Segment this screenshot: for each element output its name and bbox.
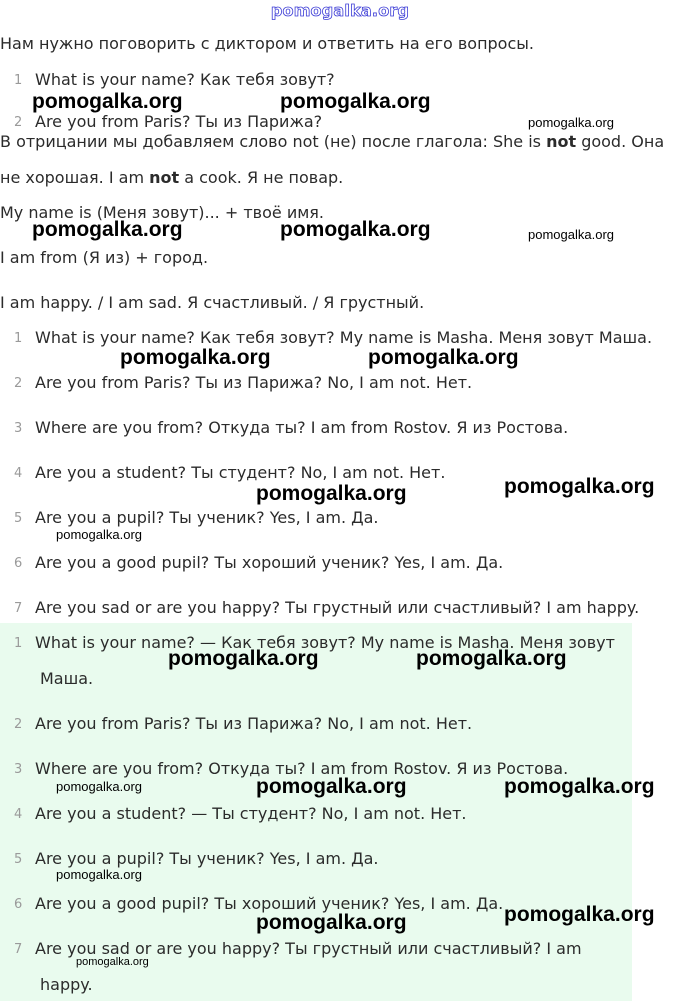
watermark: pomogalka.org	[416, 647, 567, 670]
rule-line-1: В отрицании мы добавляем слово not (не) после глагола: She is not good. Она	[0, 132, 665, 151]
rule-line-2: не хорошая. I am not a cook. Я не повар.	[0, 168, 344, 187]
item-text: What is your name? Как тебя зовут? My name is Masha. Меня зовут Маша.	[35, 328, 653, 347]
item-number: 1	[14, 331, 23, 346]
item-number: 6	[14, 556, 23, 571]
hint-name: My name is (Меня зовут)... + твоё имя.	[0, 203, 324, 222]
watermark: pomogalka.org	[528, 115, 614, 130]
item-number: 4	[14, 466, 23, 481]
item-text: Are you from Paris? Ты из Парижа? No, I am not. Нет.	[35, 373, 473, 392]
site-logo: pomogalka.org	[270, 1, 410, 20]
item-number: 2	[14, 115, 23, 130]
item-text: What is your name? — Как тебя зовут? My name is Masha. Меня зовут	[35, 633, 615, 652]
item-text: Where are you from? Откуда ты? I am from Rostov. Я из Ростова.	[35, 418, 569, 437]
watermark: pomogalka.org	[504, 903, 655, 926]
watermark: pomogalka.org	[120, 346, 271, 369]
item-text: Are you a good pupil? Ты хороший ученик? Yes, I am. Да.	[35, 553, 504, 572]
item-number: 5	[14, 852, 23, 867]
item-number: 2	[14, 376, 23, 391]
watermark: pomogalka.org	[32, 218, 183, 241]
watermark: pomogalka.org	[56, 779, 142, 794]
watermark: pomogalka.org	[280, 90, 431, 113]
watermark: pomogalka.org	[504, 775, 655, 798]
item-text: Are you sad or are you happy? Ты грустный или счастливый? I am	[35, 939, 582, 958]
item-number: 1	[14, 636, 23, 651]
item-text: Are you sad or are you happy? Ты грустный или счастливый? I am happy.	[35, 598, 640, 617]
item-text: happy.	[40, 975, 93, 994]
watermark: pomogalka.org	[32, 90, 183, 113]
item-number: 7	[14, 942, 23, 957]
item-text: What is your name? Как тебя зовут?	[35, 70, 335, 89]
item-text: Are you a pupil? Ты ученик? Yes, I am. Да.	[35, 849, 379, 868]
item-number: 1	[14, 73, 23, 88]
item-number: 2	[14, 717, 23, 732]
intro-text: Нам нужно поговорить с диктором и ответить на его вопросы.	[0, 34, 534, 53]
watermark: pomogalka.org	[56, 867, 142, 882]
item-number: 5	[14, 511, 23, 526]
watermark: pomogalka.org	[256, 911, 407, 934]
hint-from: I am from (Я из) + город.	[0, 248, 209, 267]
item-number: 4	[14, 807, 23, 822]
item-number: 3	[14, 762, 23, 777]
watermark: pomogalka.org	[56, 527, 142, 542]
item-number: 6	[14, 897, 23, 912]
watermark: pomogalka.org	[368, 346, 519, 369]
item-text: Are you a good pupil? Ты хороший ученик? Yes, I am. Да.	[35, 894, 504, 913]
item-text: Are you from Paris? Ты из Парижа? No, I am not. Нет.	[35, 714, 473, 733]
watermark: pomogalka.org	[76, 956, 149, 968]
watermark: pomogalka.org	[504, 475, 655, 498]
item-number: 7	[14, 601, 23, 616]
watermark: pomogalka.org	[528, 227, 614, 242]
item-text: Are you a student? — Ты студент? No, I am not. Нет.	[35, 804, 467, 823]
item-number: 3	[14, 421, 23, 436]
item-text: Where are you from? Откуда ты? I am from Rostov. Я из Ростова.	[35, 759, 569, 778]
watermark: pomogalka.org	[256, 775, 407, 798]
item-text: Are you from Paris? Ты из Парижа?	[35, 112, 323, 131]
watermark: pomogalka.org	[168, 647, 319, 670]
item-text: Маша.	[40, 669, 94, 688]
item-text: Are you a student? Ты студент? No, I am not. Нет.	[35, 463, 446, 482]
watermark: pomogalka.org	[256, 482, 407, 505]
hint-mood: I am happy. / I am sad. Я счастливый. / Я грустный.	[0, 293, 425, 312]
watermark: pomogalka.org	[280, 218, 431, 241]
item-text: Are you a pupil? Ты ученик? Yes, I am. Да.	[35, 508, 379, 527]
